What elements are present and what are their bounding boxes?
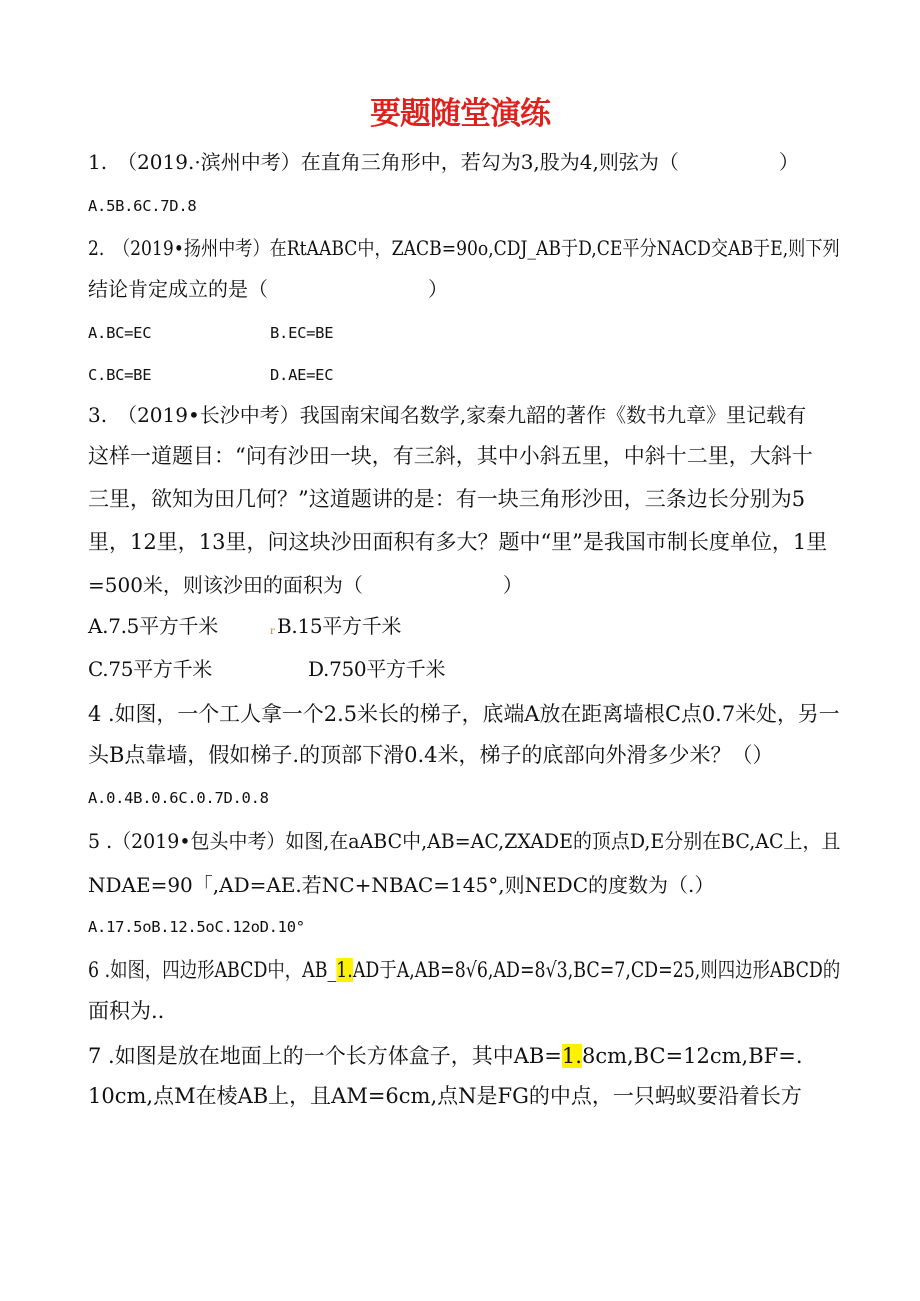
question-6-text-post: AD于A,AB=8√6,AD=8√3,BC=7,CD=25,则四边形ABCD的 <box>352 958 841 982</box>
question-7-text-post: 8cm,BC=12cm,BF=. <box>581 1044 803 1068</box>
question-2-text-line-1: 2. （2019•扬州中考）在RtAABC中，ZACB=90o,CDJ_AB于D,CE平分NACD交AB于E,则下列 <box>88 236 840 260</box>
question-2-text-line-2: 结论肯定成立的是（ ） <box>88 277 448 301</box>
question-2-option-b: B.EC=BE <box>270 324 334 342</box>
highlighted-text: 1. <box>336 958 353 982</box>
question-5-text-line-2: NDAE=90「,AD=AE.若NC+NBAC=145°,则NEDC的度数为（.） <box>88 873 715 897</box>
question-3-option-d: D.750平方千米 <box>308 657 446 681</box>
page-title: 要题随堂演练 <box>370 96 550 132</box>
highlighted-text: 1. <box>561 1044 582 1068</box>
question-7-text-line-2: 10cm,点M在棱AB上，且AM=6cm,点N是FG的中点，一只蚂蚁要沿着长方 <box>88 1084 802 1108</box>
question-7-text-pre: 7 .如图是放在地面上的一个长方体盒子，其中AB= <box>88 1044 562 1068</box>
question-3-text-line-3: 三里，欲知为田几何？”这道题讲的是：有一块三角形沙田，三条边长分别为5 <box>88 487 806 511</box>
question-3-option-b: B.15平方千米 <box>277 614 402 638</box>
question-4-text-line-1: 4 .如图，一个工人拿一个2.5米长的梯子，底端A放在距离墙根C点0.7米处，另一 <box>88 702 840 726</box>
question-2-option-a: A.BC=EC <box>88 324 152 342</box>
question-3-option-a: A.7.5平方千米 <box>88 614 218 638</box>
question-3-text-line-1: 3. （2019•长沙中考）我国南宋闻名数学,家秦九韶的著作《数书九章》里记载有 <box>88 403 807 427</box>
question-7-text-line-1 <box>88 1042 803 1070</box>
question-2-option-c: C.BC=BE <box>88 366 152 384</box>
question-3-text-line-2: 这样一道题目：“问有沙田一块，有三斜，其中小斜五里，中斜十二里，大斜十 <box>88 444 813 468</box>
question-3-text-line-4: 里，12里，13里，问这块沙田面积有多大？题中“里”是我国市制长度单位，1里 <box>88 530 828 554</box>
question-4-options: A.0.4B.0.6C.0.7D.0.8 <box>88 789 269 807</box>
question-6-text-line-1 <box>88 956 840 984</box>
question-6-text-pre: 6 .如图，四边形ABCD中，AB_ <box>88 958 337 982</box>
question-5-text-line-1: 5 .（2019•包头中考）如图,在aABC中,AB=AC,ZXADE的顶点D,E分别在BC,AC上，且 <box>88 829 841 853</box>
question-3-text-line-5: =500米，则该沙田的面积为（ ） <box>88 573 523 597</box>
question-2-option-d: D.AE=EC <box>270 366 334 384</box>
stray-mark: r <box>270 626 275 637</box>
question-3-option-c: C.75平方千米 <box>88 657 212 681</box>
question-1-options: A.5B.6C.7D.8 <box>88 197 197 215</box>
question-4-text-line-2: 头B点靠墙，假如梯子.的顶部下滑0.4米，梯子的底部向外滑多少米？（） <box>88 743 774 767</box>
question-6-text-line-2: 面积为.. <box>88 999 165 1023</box>
question-5-options: A.17.5oB.12.5oC.12oD.10° <box>88 918 305 936</box>
question-1-text: 1. （2019.·滨州中考）在直角三角形中，若勾为3,股为4,则弦为（ ） <box>88 150 799 174</box>
